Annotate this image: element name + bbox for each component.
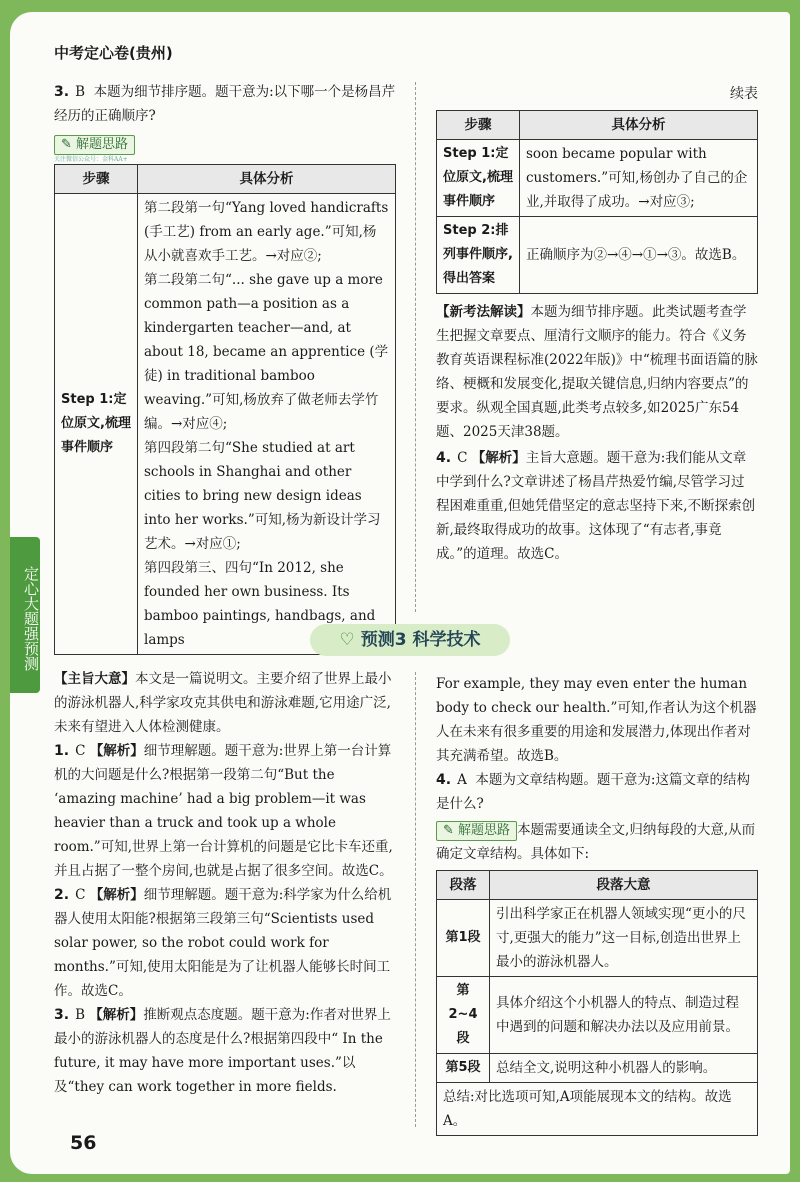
edit-icon: ✎ (443, 823, 454, 838)
table-row (437, 900, 758, 977)
analysis-line: 第四段第二句“She studied at art schools in Shanghai and other cities to bring new design ideas into her works.”可知,杨为新设计学习艺术。→对应①; (144, 440, 381, 552)
edit-icon: ✎ (61, 137, 72, 152)
continued-label: 续表 (730, 86, 758, 102)
table-row (437, 1083, 758, 1136)
table-row (437, 1054, 758, 1083)
header-main-idea: 段落大意 (490, 871, 758, 900)
continued-table (436, 110, 758, 294)
table-row (437, 977, 758, 1054)
bottom-right-column (436, 672, 758, 1136)
new-exam-note: 【新考法解读】本题为细节排序题。此类试题考查学生把握文章要点、厘清行文顺序的能力。符合《义务教育英语课程标准(2022年版)》中“梳理书面语篇的脉络、梗概和发展变化,提取关键信息,归纳内容要点”的要求。纵观全国真题,此类考点较多,如2025广东54题、2025天津38题。 (436, 304, 758, 440)
header-analysis: 具体分析 (520, 111, 758, 140)
table-header-row (437, 111, 758, 140)
table-header-row (55, 165, 396, 194)
answer-1: 1. C 【解析】细节理解题。题干意为:世界上第一台计算机的大问题是什么?根据第一段第二句“But the ‘amazing machine’ had a big problem—it was heavier than a truck and took up a whole room.”可知,世界上第一台计算机的问题是它比卡车还重,并且占据了一整个房间,也就是占据了很多空间。故选C。 (54, 743, 393, 879)
solution-tag (54, 132, 396, 164)
column-divider (415, 82, 416, 612)
answer-3: 3. B 【解析】推断观点态度题。题干意为:作者对世界上最小的游泳机器人的态度是什么?根据第四段中“ In the future, it may have more important uses.”以及“they can work together in more fields. (54, 1007, 391, 1095)
main-idea: 【主旨大意】本文是一篇说明文。主要介绍了世界上最小的游泳机器人,科学家攻克其供电和游泳难题,它用途广泛,未来有望进入人体检测健康。 (54, 671, 392, 735)
section-banner: ♡ 预测3 科学技术 (310, 624, 510, 656)
page-number: 56 (70, 1132, 97, 1154)
table-row (55, 194, 396, 655)
question-3: 3. B 本题为细节排序题。题干意为:以下哪一个是杨昌芹经历的正确顺序? (54, 84, 396, 124)
summary-cell: 总结:对比选项可知,A项能展现本文的结构。故选A。 (437, 1083, 758, 1136)
analysis-cell: soon became popular with customers.”可知,杨创办了自己的企业,并取得了成功。→对应③; (520, 140, 758, 217)
solution-tag-label: ✎ 解题思路 (54, 135, 135, 155)
table-header-row (437, 871, 758, 900)
main-idea-cell: 总结全文,说明这种小机器人的影响。 (490, 1054, 758, 1083)
analysis-line: 第四段第三、四句“In 2012, she founded her own business. Its bamboo paintings, handbags, and lamps (144, 560, 376, 648)
question-4-top: 4. C 【解析】主旨大意题。题干意为:我们能从文章中学到什么?文章讲述了杨昌芹热爱竹编,尽管学习过程困难重重,但她凭借坚定的意志坚持下来,不断探索创新,最终取得成功的故事。这体现了“有志者,事竟成。”的道理。故选C。 (436, 450, 756, 562)
paragraph-cell: 第5段 (437, 1054, 490, 1083)
analysis-cell: 正确顺序为②→④→①→③。故选B。 (520, 217, 758, 294)
paragraph-table (436, 870, 758, 1136)
step-cell: Step 2:排列事件顺序,得出答案 (437, 217, 520, 294)
step-table (54, 164, 396, 655)
header-paragraph: 段落 (437, 871, 490, 900)
page-header: 中考定心卷(贵州) (54, 44, 173, 62)
analysis-line: 第二段第一句“Yang loved handicrafts (手工艺) from an early age.”可知,杨从小就喜欢手工艺。→对应②; (144, 200, 389, 264)
answer-4: 4. A 本题为文章结构题。题干意为:这篇文章的结构是什么? (436, 772, 750, 812)
answer-2: 2. C 【解析】细节理解题。题干意为:科学家为什么给机器人使用太阳能?根据第三段第三句“Scientists used solar power, so the robot could work for months.”可知,使用太阳能是为了让机器人能够长时间工作。故选C。 (54, 887, 392, 999)
solution-tag-label: ✎ 解题思路 (436, 821, 517, 841)
paragraph-cell: 第1段 (437, 900, 490, 977)
paragraph-cell: 第2~4段 (437, 977, 490, 1054)
column-divider (415, 672, 416, 1127)
bottom-left-column (54, 667, 396, 1099)
solution-note: ✎ 解题思路 本题需要通读全文,归纳每段的大意,从而确定文章结构。具体如下: (436, 822, 756, 862)
table-row (437, 140, 758, 217)
header-analysis: 具体分析 (138, 165, 396, 194)
answer-3-continued: For example, they may even enter the human body to check our health.”可知,作者认为这个机器人在未来有很多重要的用途和发展潜力,体现出作者对其充满希望。故选B。 (436, 676, 757, 764)
analysis-cell (138, 194, 396, 655)
main-idea-cell: 具体介绍这个小机器人的特点、制造过程中遇到的问题和解决办法以及应用前景。 (490, 977, 758, 1054)
top-right-column (436, 86, 758, 566)
sidebar-tab: 定心大题强预测 (10, 537, 40, 693)
analysis-line: 第二段第二句“... she gave up a more common path—a position as a kindergarten teacher—and, at about 18, became an apprentice (学徒) in traditional bamboo weaving.”可知,杨放弃了做老师去学竹编。→对应④; (144, 272, 389, 432)
page (10, 12, 790, 1174)
header-step: 步骤 (55, 165, 138, 194)
header-step: 步骤 (437, 111, 520, 140)
heart-icon: ♡ (339, 630, 355, 650)
watermark-text: 关注微信公众号：金科AA+ (54, 156, 128, 163)
table-row (437, 217, 758, 294)
top-left-column (54, 80, 396, 655)
step-cell: Step 1:定位原文,梳理事件顺序 (437, 140, 520, 217)
step-cell: Step 1:定位原文,梳理事件顺序 (55, 194, 138, 655)
main-idea-cell: 引出科学家正在机器人领域实现“更小的尺寸,更强大的能力”这一目标,创造出世界上最小的游泳机器人。 (490, 900, 758, 977)
